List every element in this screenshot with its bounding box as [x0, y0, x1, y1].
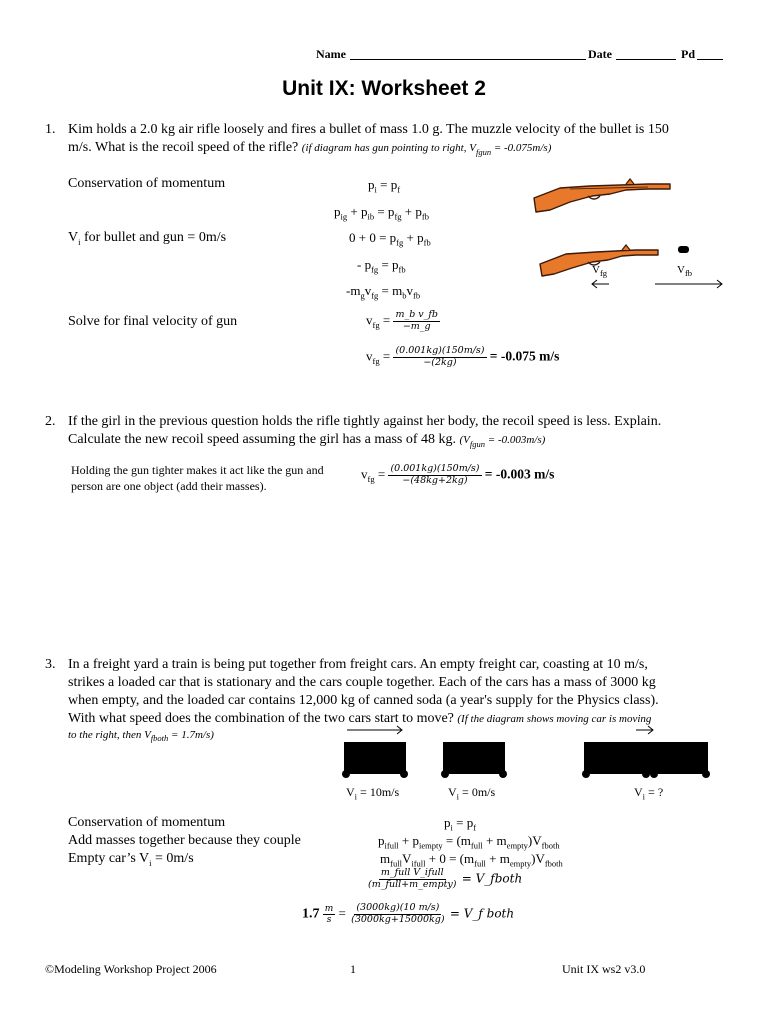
q1-label-vi: $V_i$ for bullet and gun = 0m/s	[68, 230, 227, 247]
footer-copyright: ©Modeling Workshop Project 2006	[45, 962, 217, 976]
arrow-right-icon	[654, 278, 724, 290]
q2-text-line2: Calculate the new recoil speed assuming the girl has a mass of 48 kg. $(V_{fgun} = -0.003m/s)$	[68, 432, 546, 449]
q3-eq-expanded: $p_{ifull} + p_{iempty} = (m_{full} + m_{empty})V_{fboth}$	[378, 833, 560, 851]
page-title: Unit IX: Worksheet 2	[282, 77, 486, 100]
q3-eq-substituted: $m_{full}V_{ifull} + 0 = (m_{full} + m_{empty})V_{fboth}$	[380, 851, 563, 869]
empty-car	[344, 742, 406, 774]
q1-text-line2: m/s. What is the recoil speed of the rifle? (if diagram has gun pointing to right, $V_{fgun} = -0.075m/s$)	[68, 140, 552, 157]
coupled-car-right	[646, 742, 708, 774]
date-label: Date	[588, 47, 612, 61]
wheel-icon	[342, 770, 350, 778]
coupled-arrow-icon	[635, 724, 657, 736]
q2-answer-line2: person are one object (add their masses).	[71, 479, 267, 493]
q3-note-line: to the right, then $V_{fboth} = 1.7m/s$)	[68, 729, 214, 744]
q3-eq-result: 1.7 $\frac{m}{s}$ = $\frac{(3000kg)(10 m/s)}{(3000kg+15000kg)}$ = V_f both	[302, 902, 515, 925]
q3-vi-unknown: $V_i$ = ?	[634, 785, 664, 802]
q1-eq-negative: - $p_{fg} = p_{fb}$	[357, 257, 406, 275]
name-label: Name	[316, 47, 346, 61]
q1-eq-solve: $v_{fg}$ = $\frac{\text{m\_b v\_fb}}{-m\_g}$	[366, 309, 439, 332]
q3-vi-moving: $V_i = 10m/s$	[346, 785, 400, 802]
q3-label-conservation: Conservation of momentum	[68, 815, 226, 830]
wheel-icon	[499, 770, 507, 778]
q3-eq-momentum: $p_i = p_f$	[444, 815, 477, 833]
q3-eq-solve: $\frac{\text{m\_full V\_ifull}}{\text{(m\_full+m\_empty)}}$ = V_fboth	[368, 867, 523, 890]
wheel-icon	[650, 770, 658, 778]
q1-number: 1.	[45, 122, 56, 137]
q1-eq-zero: $0 + 0 = p_{fg} + p_{fb}$	[349, 230, 431, 248]
q1-eq-result: $v_{fg}$ = $\frac{(0.001kg)(150m/s)}{-(2kg)}$ = -0.075 m/s	[366, 345, 560, 368]
q2-eq-result: $v_{fg}$ = $\frac{(0.001kg)(150m/s)}{-(48kg+2kg)}$ = -0.003 m/s	[361, 463, 555, 486]
q1-eq-momentum: $p_i = p_f$	[368, 177, 401, 195]
pd-line	[697, 59, 723, 60]
car-arrow-icon	[346, 724, 406, 736]
name-line	[350, 59, 586, 60]
footer-page-number: 1	[350, 962, 356, 976]
q2-answer-line1: Holding the gun tighter makes it act like the gun and	[71, 463, 324, 477]
q1-label-conservation: Conservation of momentum	[68, 176, 226, 191]
rifle-recoil-icon	[536, 238, 686, 282]
q3-vi-stationary: $V_i = 0m/s$	[448, 785, 496, 802]
q2-text-line1: If the girl in the previous question holds the rifle tightly against her body, the recoil speed is less. Explain.	[68, 414, 662, 429]
q3-line4: With what speed does the combination of the two cars start to move? (If the diagram shows moving car is moving	[68, 711, 652, 726]
q3-label-add-masses: Add masses together because they couple	[68, 833, 301, 848]
q3-number: 3.	[45, 657, 56, 672]
q1-text-line1: Kim holds a 2.0 kg air rifle loosely and fires a bullet of mass 1.0 g. The muzzle velocity of the bullet is 150	[68, 122, 669, 137]
bullet-icon	[678, 246, 689, 253]
rifle-icon	[530, 172, 680, 216]
vfg-label: $V_{fg}$	[592, 264, 608, 279]
wheel-icon	[582, 770, 590, 778]
q1-label-solve: Solve for final velocity of gun	[68, 314, 238, 329]
pd-label: Pd	[681, 47, 696, 61]
q3-label-empty-vi: Empty car’s $V_i = 0m/s$	[68, 851, 194, 868]
coupled-car-left	[584, 742, 646, 774]
q3-line2: strikes a loaded car that is stationary and the cars couple together. Each of the cars has a mass of 3000 kg	[68, 675, 656, 690]
wheel-icon	[642, 770, 650, 778]
loaded-car	[443, 742, 505, 774]
wheel-icon	[400, 770, 408, 778]
wheel-icon	[702, 770, 710, 778]
vfb-label: $V_{fb}$	[677, 264, 693, 279]
wheel-icon	[441, 770, 449, 778]
q2-number: 2.	[45, 414, 56, 429]
footer-version: Unit IX ws2 v3.0	[562, 962, 646, 976]
q1-eq-expanded: $p_{ig} + p_{ib} = p_{fg} + p_{fb}$	[334, 204, 429, 222]
q3-line1: In a freight yard a train is being put together from freight cars. An empty freight car, coasting at 10 m/s,	[68, 657, 648, 672]
date-line	[616, 59, 676, 60]
q1-eq-mv: $-m_gv_{fg} = m_bv_{fb}$	[346, 283, 421, 301]
q3-line3: when empty, and the loaded car contains 12,000 kg of canned soda (a year's supply for the Physics class).	[68, 693, 659, 708]
arrow-left-icon	[590, 278, 610, 290]
